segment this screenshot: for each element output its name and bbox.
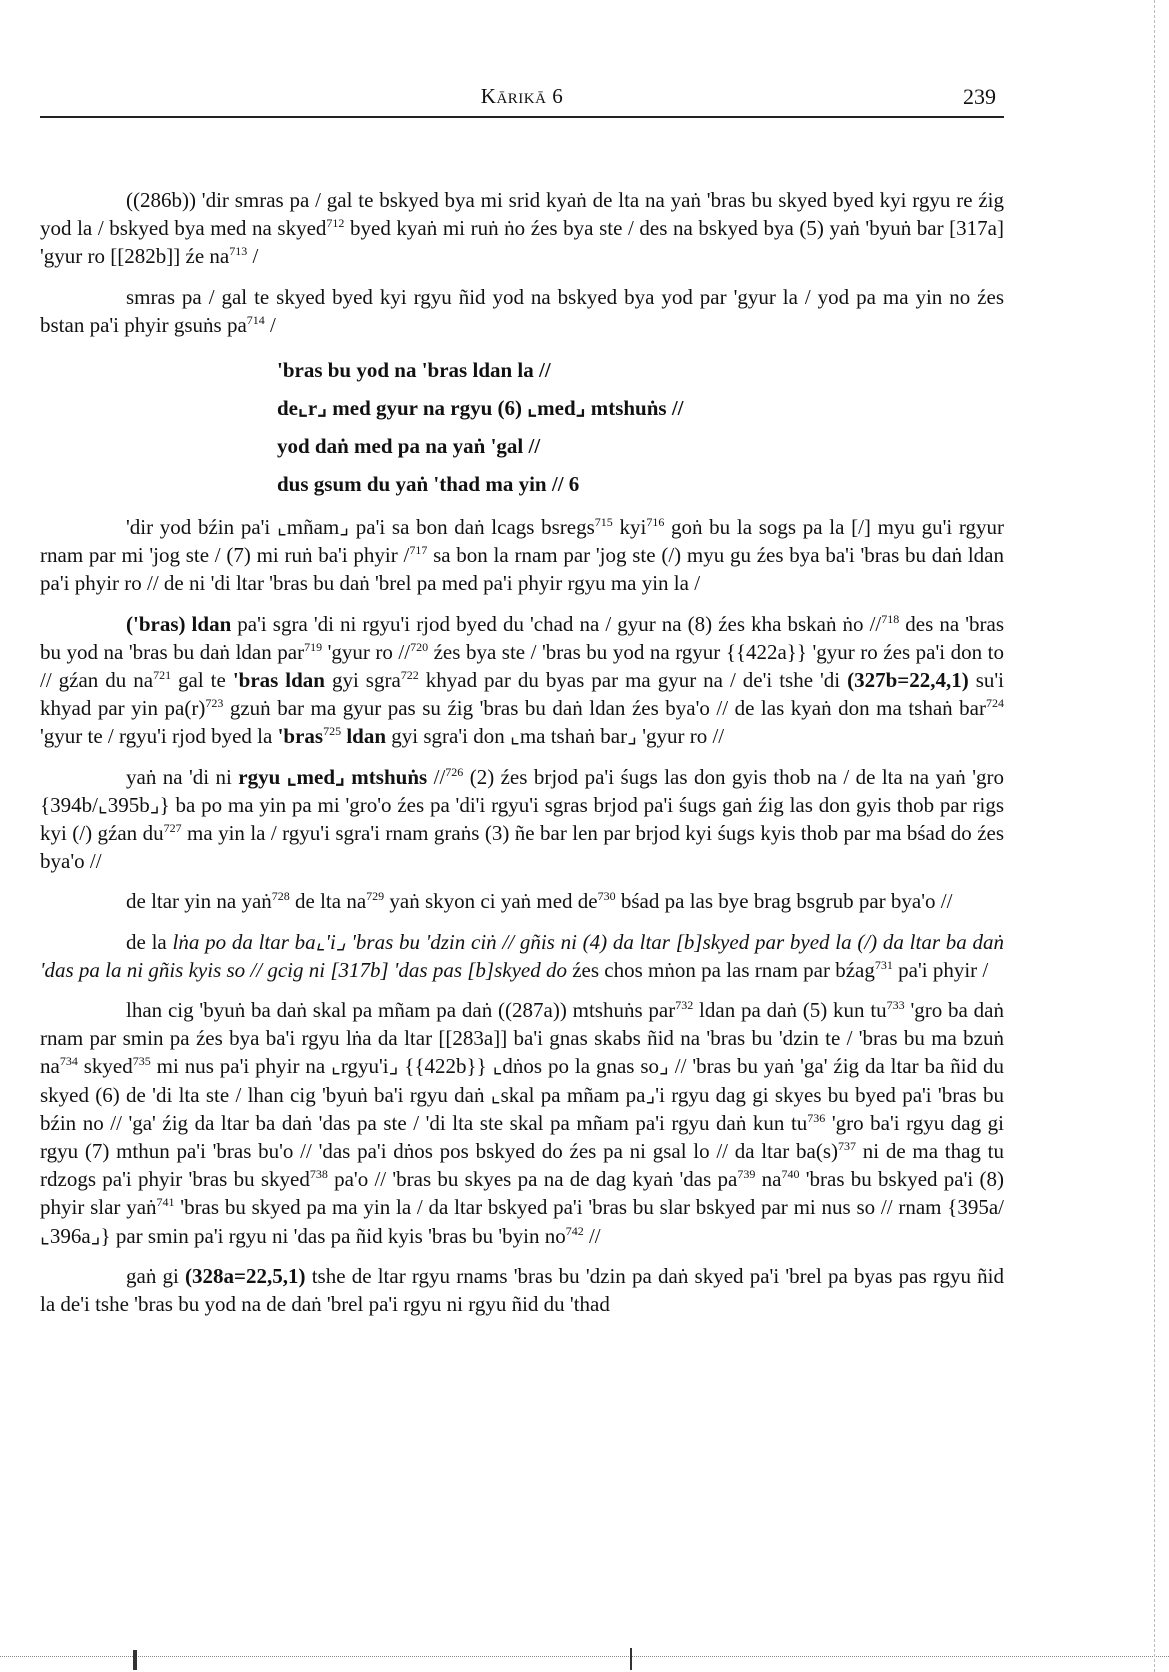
verse-line-2: de⌞r⌟ med gyur na rgyu (6) ⌞med⌟ mtshuṅs // (277, 396, 684, 421)
margin-rule (1153, 0, 1155, 1672)
verse-block (277, 351, 1004, 503)
paragraph-4: ('bras) ldan pa'i sgra 'di ni rgyu'i rjod byed du 'chad na / gyur na (8) źes kha bskaṅ ṅo //$^{718}$ des na 'bras bu yod na 'bras bu daṅ ldan par$^{719}$ 'gyur ro //$^{720}$ źes bya ste / 'bras bu yod na rgyur {{422a}} 'gyur ro źes pa'i don to // gźan du $na^{721}$ gal te 'bras ldan gyi sgra$^{722}$ khyad par du byas par ma gyur na / de'i tshe 'di (327b=22,4,1) su'i khyad par yin $pa(r)^{723}$ gzuṅ bar ma gyur pas su źig 'bras bu daṅ ldan źes bya'o // de las kyaṅ don ma tshaṅ bar$^{724}$ 'gyur te / rgyu'i rjod byed la 'bras$^{725}$ ldan gyi sgra'i don ⌞ma tshaṅ bar⌟ 'gyur ro // (40, 611, 1005, 749)
page-header (40, 80, 1004, 118)
footer-rule (0, 1656, 1169, 1658)
footnote-ref: 712 (326, 216, 345, 231)
paragraph-8: lhan cig 'byuṅ ba daṅ skal pa mñam pa daṅ ((287a)) mtshuṅs par$^{732}$ ldan pa daṅ (5) kun $tu^{733}$ 'gro ba daṅ rnam par smin pa źes bya ba'i rgyu lṅa da ltar [[283a]] ba'i gnas skabs ñid na 'bras bu 'dzin te / 'bras bu ma bzuṅ $na^{734}$ skyed$^{735}$ mi nus pa'i phyir na ⌞rgyu'i⌟ {{422b}} ⌞dṅos po la gnas so⌟ // 'bras bu yaṅ 'ga' źig da ltar ba ñid du skyed (6) de 'di lta ste / lhan cig 'byuṅ ba'i rgyu daṅ ⌞skal pa mñam pa⌟'i rgyu dag gi skyes bu byed pa'i 'bras bu bźin no // 'ga' źig da ltar ba daṅ 'das pa ste / 'di lta ste skal pa mñam pa'i rgyu daṅ kun $tu^{736}$ 'gro ba'i rgyu dag gi rgyu (7) mthun pa'i 'bras bu'o // 'das pa'i dṅos pos bskyed do źes pa ni gsal lo // da ltar $ba(s)^{737}$ ni de ma thag tu rdzogs pa'i phyir 'bras bu skyed$^{738}$ pa'o // 'bras bu skyes pa na de dag kyaṅ 'das $pa^{739}$ $na^{740}$ 'bras bu bskyed pa'i (8) phyir slar yaṅ$^{741}$ 'bras bu skyed pa ma yin la / da ltar bskyed pa'i 'bras bu slar bskyed par mi nus so // rnam {395a/⌞396a⌟} par smin pa'i rgyu ni 'das pa ñid kyis 'bras bu 'byin $no^{742}$ // (40, 998, 1005, 1248)
running-title: Kārikā 6 (480, 84, 564, 108)
paragraph-2: smras pa / gal te skyed byed kyi rgyu ñid yod na bskyed bya yod par 'gyur la / yod pa ma yin no źes bstan pa'i phyir gsuṅs $pa^{714}$ / (40, 284, 1004, 337)
verse-line-4: dus gsum du yaṅ 'thad ma yin // 6 (277, 472, 580, 497)
paragraph-7: de la lṅa po da ltar ba⌞'i⌟ 'bras bu 'dzin ciṅ // gñis ni (4) da ltar [b]skyed par byed la (/) da ltar ba daṅ 'das pa la ni gñis kyis so // gcig ni [317b] 'das pas [b]skyed do źes chos mṅon pa las rnam par bźag$^{731}$ pa'i phyir / (40, 929, 1004, 982)
footnote-ref: 714 (246, 312, 265, 327)
paragraph-1: ((286b)) 'dir smras pa / gal te bskyed bya mi srid kyaṅ de lta na yaṅ 'bras bu skyed byed kyi rgyu re źig yod la / bskyed bya med na skyed$^{712}$ byed kyaṅ mi ruṅ ṅo źes bya ste / des na bskyed bya (5) yaṅ 'byuṅ bar [317a] 'gyur ro [[282b]] źe $na^{713}$ / (40, 188, 1004, 269)
body-text (40, 186, 1004, 1330)
verse-line-3: yod daṅ med pa na yaṅ 'gal // (277, 434, 541, 459)
scan-mark (630, 1648, 632, 1670)
page-number: 239 (963, 84, 996, 109)
verse-line-1: 'bras bu yod na 'bras ldan la // (277, 358, 551, 383)
scan-mark (133, 1650, 137, 1670)
paragraph-6: de ltar yin na yaṅ$^{728}$ de lta $na^{729}$ yaṅ skyon ci yaṅ med $de^{730}$ bśad pa las bye brag bsgrub par bya'o // (126, 889, 953, 914)
paragraph-3: 'dir yod bźin pa'i ⌞mñam⌟ pa'i sa bon daṅ lcags bsregs$^{715}$ kyi$^{716}$ goṅ bu la sogs pa la [/] myu gu'i rgyur rnam par mi 'jog ste / (7) mi ruṅ ba'i phyir /$^{717}$ sa bon la rnam par 'jog ste (/) myu gu źes bya ba'i 'bras bu daṅ ldan pa'i phyir ro // de ni 'di ltar 'bras bu daṅ 'brel pa med pa'i phyir rgyu ma yin la / (40, 515, 1004, 596)
footnote-ref: 713 (229, 244, 248, 259)
paragraph-5: yaṅ na 'di ni rgyu ⌞med⌟ mtshuṅs //$^{726}$ (2) źes brjod pa'i śugs las don gyis thob na / de lta na yaṅ 'gro {394b/⌞395b⌟} ba po ma yin pa mi 'gro'o źes pa 'di'i rgyu'i sgras brjod pa'i śugs gaṅ źig las don gyis thob par rigs kyi (/) gźan $du^{727}$ ma yin la / rgyu'i sgra'i rnam graṅs (3) ñe bar len par brjod kyi śugs kyis thob par ma bśad do źes bya'o // (40, 764, 1005, 874)
paragraph-9: gaṅ gi (328a=22,5,1) tshe de ltar rgyu rnams 'bras bu 'dzin pa daṅ skyed pa'i 'brel pa byas pas rgyu ñid la de'i tshe 'bras bu yod na de daṅ 'brel pa'i rgyu ni rgyu ñid du 'thad (40, 1263, 1004, 1317)
